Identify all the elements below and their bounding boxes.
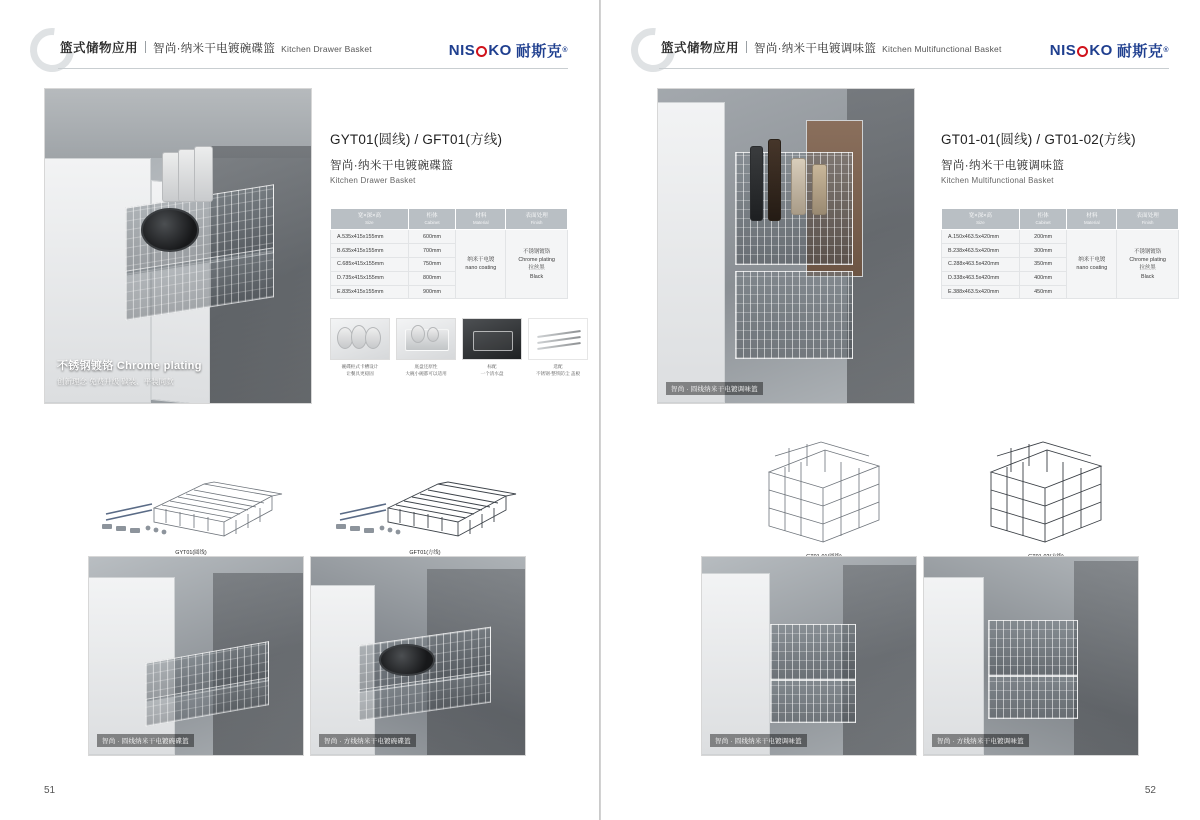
product-name-en: Kitchen Multifunctional Basket <box>941 176 1054 185</box>
spec-cell-size: E.388x463.5x420mm <box>942 285 1020 299</box>
wire-basket-square-line-art-icon <box>330 462 520 540</box>
spec-cell-cabinet: 350mm <box>1019 258 1067 272</box>
bottom-tray-icon <box>396 318 456 360</box>
header-title-cn: 智尚·纳米干电镀调味篮 <box>754 43 877 55</box>
feature-caption-sub: 让餐具更稳固 <box>346 370 374 376</box>
spec-cell-cabinet: 300mm <box>1019 244 1067 258</box>
brand-logo <box>1050 40 1169 61</box>
feature-caption <box>330 364 390 378</box>
left-page-header <box>30 30 568 76</box>
spec-cell-cabinet: 700mm <box>408 244 456 258</box>
dish-slot-icon <box>330 318 390 360</box>
spice-basket-square-line-art-icon <box>951 438 1141 544</box>
spec-th-finish-cn: 表面处理 <box>525 213 548 219</box>
spec-cell-cabinet: 400mm <box>1019 271 1067 285</box>
spec-cell-material <box>1067 230 1117 299</box>
spec-cell-finish <box>506 230 568 299</box>
spec-cell-size: A.150x463.5x420mm <box>942 230 1020 244</box>
hero-photo-right <box>657 88 915 404</box>
spec-th-material <box>1067 209 1117 230</box>
brand-name-part: NIS <box>448 42 476 59</box>
material-cn: 纳米干电镀 <box>467 257 495 264</box>
spec-th-cabinet-cn: 柜体 <box>426 213 438 219</box>
product-model: GYT01(圆线) / GFT01(方线) <box>330 132 503 147</box>
spec-th-finish <box>1117 209 1179 230</box>
feature-caption-cn: 碗碟柜式卡槽设计 <box>341 364 379 369</box>
header-divider <box>145 41 146 53</box>
header-divider <box>746 41 747 53</box>
spec-th-cabinet-en: Cabinet <box>424 219 440 225</box>
feature-item <box>528 318 588 378</box>
hero-photo-render <box>658 89 914 403</box>
hero-photo-left <box>44 88 312 404</box>
header-title-en: Kitchen Multifunctional Basket <box>882 44 1002 54</box>
line-art-model: GYT01(圆线) <box>175 550 207 556</box>
bottom-photo-render <box>89 557 303 755</box>
spec-table-right <box>941 208 1179 299</box>
spec-th-cabinet-en: Cabinet <box>1035 219 1051 225</box>
feature-caption-sub: 不锈钢·整铁防尘 盖板 <box>535 370 581 376</box>
spec-cell-material <box>456 230 506 299</box>
finish-en2: Black <box>530 273 544 280</box>
finish-cn2: 拉丝黑 <box>1139 265 1156 272</box>
hero-photo-render <box>45 89 311 403</box>
feature-item <box>462 318 522 378</box>
feature-item <box>396 318 456 378</box>
spec-cell-size: C.685x415x155mm <box>331 258 409 272</box>
spec-cell-cabinet: 450mm <box>1019 285 1067 299</box>
product-title-left <box>330 128 570 185</box>
spec-th-material-cn: 材料 <box>1086 213 1098 219</box>
bottom-photo-right-1 <box>701 556 917 756</box>
bottom-photo-left-1 <box>88 556 304 756</box>
spec-cell-cabinet: 900mm <box>408 285 456 299</box>
feature-caption-cn: 选配 <box>553 364 563 369</box>
brand-name-cn: 耐斯克 <box>515 43 563 60</box>
spec-header-row <box>942 209 1179 230</box>
hero-photo-caption: 智尚 · 圆线纳米干电镀调味篮 <box>666 382 763 395</box>
brand-name-part: NIS <box>1049 42 1077 59</box>
finish-en2: Black <box>1141 273 1155 280</box>
spec-th-size-cn: 宽×深×高 <box>357 213 382 219</box>
brand-name-part2: KO <box>1089 42 1113 59</box>
finish-cn: 不锈钢镀铬 <box>1134 249 1162 256</box>
finish-en: Chrome plating <box>1129 257 1166 264</box>
spec-cell-size: B.635x415x155mm <box>331 244 409 258</box>
brand-ring-icon <box>476 46 487 57</box>
spec-cell-size: B.238x463.5x420mm <box>942 244 1020 258</box>
brand-trademark: ® <box>562 47 568 54</box>
spec-th-finish-cn: 表面处理 <box>1136 213 1159 219</box>
feature-caption <box>396 364 456 378</box>
bottom-photo-caption: 智尚 · 圆线纳米干电镀调味篮 <box>710 734 807 747</box>
spec-cell-size: D.735x415x155mm <box>331 271 409 285</box>
bottom-photo-render <box>924 557 1138 755</box>
spec-th-size-cn: 宽×深×高 <box>968 213 993 219</box>
hero-caption-left <box>57 357 202 387</box>
feature-caption-sub: 一个清水盘 <box>480 370 504 376</box>
spec-th-material-en: Material <box>472 219 489 225</box>
page-number-right: 52 <box>1144 785 1156 796</box>
spec-cell-size: D.338x463.5x420mm <box>942 271 1020 285</box>
header-title-cn: 智尚·纳米干电镀碗碟篮 <box>153 43 276 55</box>
brand-name-cn: 耐斯克 <box>1116 43 1164 60</box>
brand-ring-icon <box>1077 46 1088 57</box>
right-page <box>601 0 1200 820</box>
spec-th-cabinet <box>1019 209 1067 230</box>
spec-header-row <box>331 209 568 230</box>
brand-name-part2: KO <box>488 42 512 59</box>
finish-en: Chrome plating <box>518 257 555 264</box>
material-en: nano coating <box>465 265 497 272</box>
spec-table-left <box>330 208 568 299</box>
product-name-cn: 智尚·纳米干电镀调味篮 <box>941 160 1065 172</box>
left-page <box>0 0 599 820</box>
spec-th-size <box>942 209 1020 230</box>
header-category: 篮式储物应用 <box>661 41 740 55</box>
brand-logo <box>449 40 568 61</box>
product-name-en: Kitchen Drawer Basket <box>330 176 416 185</box>
line-art-model: GFT01(方线) <box>409 550 441 556</box>
feature-caption <box>462 364 522 378</box>
finish-cn2: 拉丝黑 <box>528 265 545 272</box>
spec-th-material <box>456 209 506 230</box>
spec-th-finish <box>506 209 568 230</box>
feature-caption <box>528 364 588 378</box>
spec-th-size-en: Size <box>365 219 374 225</box>
page-number-left: 51 <box>44 785 56 796</box>
spec-cell-cabinet: 800mm <box>408 271 456 285</box>
spec-th-finish-en: Finish <box>530 219 543 225</box>
hero-caption-main: 不锈钢镀铬 Chrome plating <box>57 360 202 372</box>
table-row <box>942 230 1179 244</box>
spec-th-cabinet-cn: 柜体 <box>1037 213 1049 219</box>
header-category: 篮式储物应用 <box>60 41 139 55</box>
rods-icon <box>528 318 588 360</box>
spec-cell-cabinet: 750mm <box>408 258 456 272</box>
spec-cell-cabinet: 600mm <box>408 230 456 244</box>
bottom-photo-right-2 <box>923 556 1139 756</box>
product-model: GT01-01(圆线) / GT01-02(方线) <box>941 132 1136 147</box>
spec-th-size <box>331 209 409 230</box>
feature-caption-cn: 底盘还原性 <box>414 364 438 369</box>
feature-item <box>330 318 390 378</box>
bottom-photo-caption: 智尚 · 方线纳米干电镀调味篮 <box>932 734 1029 747</box>
spec-cell-cabinet: 200mm <box>1019 230 1067 244</box>
spec-cell-finish <box>1117 230 1179 299</box>
finish-cn: 不锈钢镀铬 <box>523 249 551 256</box>
table-row <box>331 230 568 244</box>
wire-basket-round-line-art-icon <box>96 462 286 540</box>
spec-th-size-en: Size <box>976 219 985 225</box>
spec-cell-size: A.535x415x155mm <box>331 230 409 244</box>
bottom-photo-caption: 智尚 · 圆线纳米干电镀碗碟篮 <box>97 734 194 747</box>
product-title-right <box>941 128 1181 185</box>
feature-caption-sub: 大碗小碗都可以适用 <box>405 370 447 376</box>
spec-th-material-cn: 材料 <box>475 213 487 219</box>
spec-th-finish-en: Finish <box>1141 219 1154 225</box>
brand-trademark: ® <box>1163 47 1169 54</box>
header-title-en: Kitchen Drawer Basket <box>281 44 372 54</box>
spice-basket-round-line-art-icon <box>729 438 919 544</box>
bottom-photo-render <box>311 557 525 755</box>
header-rule <box>58 68 568 69</box>
spec-th-material-en: Material <box>1084 219 1100 225</box>
material-cn: 纳米干电镀 <box>1078 257 1106 264</box>
bottom-photo-caption: 智尚 · 方线纳米干电镀碗碟篮 <box>319 734 416 747</box>
header-rule <box>659 68 1169 69</box>
feature-caption-cn: 标配 <box>487 364 497 369</box>
product-name-cn: 智尚·纳米干电镀碗碟篮 <box>330 160 454 172</box>
hero-caption-sub: 创新理念 免费升级 碳装、平装同款 <box>57 377 174 386</box>
material-en: nano coating <box>1076 265 1108 272</box>
right-page-header <box>631 30 1169 76</box>
spec-cell-size: C.288x463.5x420mm <box>942 258 1020 272</box>
water-tray-icon <box>462 318 522 360</box>
spec-th-cabinet <box>408 209 456 230</box>
bottom-photo-render <box>702 557 916 755</box>
spec-cell-size: E.835x415x155mm <box>331 285 409 299</box>
feature-row-left <box>330 318 588 378</box>
bottom-photo-left-2 <box>310 556 526 756</box>
